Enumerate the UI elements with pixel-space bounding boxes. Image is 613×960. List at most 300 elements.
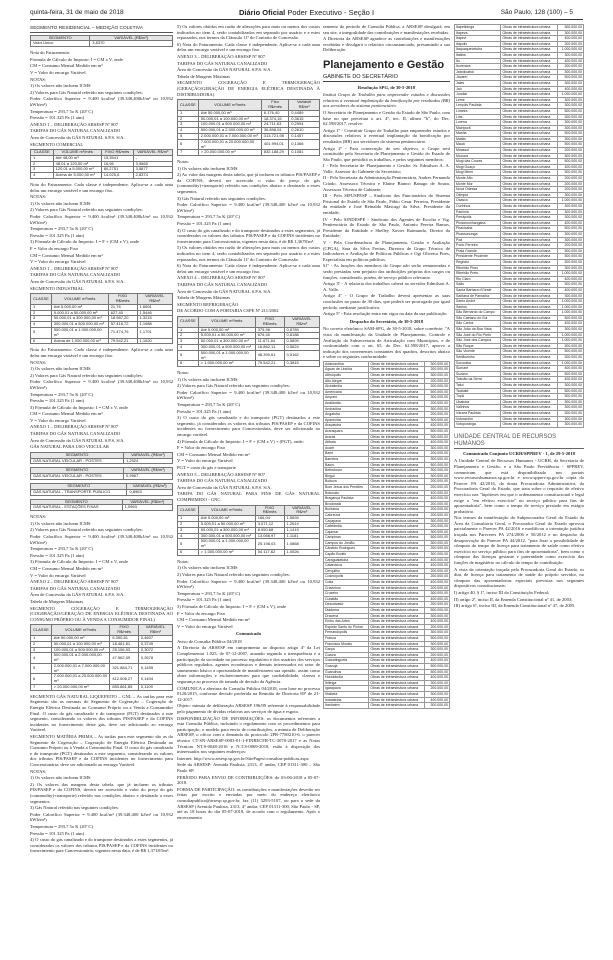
paragraph: Tabela de Margens Máximas (177, 295, 231, 301)
table-cell: Jales (455, 80, 501, 86)
table-cell: Obras de infraestrutura urbana (369, 451, 424, 457)
table-cell: 200.000,00 (424, 652, 449, 658)
paragraph: II - Pela Secretaria da Administração Penitenciária, Andres Fernando Criado, Assessora Técnica e Elaine Bianco Banago de Souza, Assessora Técnica de Gabinete; (323, 175, 450, 192)
table-cell: 0,4607 (138, 635, 172, 641)
table-cell: Obras de infraestrutura urbana (369, 417, 424, 423)
table-cell: Obras de infraestrutura urbana (501, 41, 558, 47)
table-header-row (178, 505, 320, 516)
paragraph: Aviso de Consulta Pública 04/2018 (177, 638, 242, 644)
table-cell: Obras de infraestrutura urbana (501, 108, 558, 114)
table-cell: 300.000,00 (424, 395, 449, 401)
table-cell: 0,3815 (284, 361, 319, 367)
list-row (455, 355, 584, 361)
table-cell: 1,1620 (137, 338, 172, 344)
table-cell: Obras de infraestrutura urbana (369, 596, 424, 602)
notes-block (177, 559, 320, 630)
table-cell: Monte Mor (455, 181, 501, 187)
table-cell: Até 5.000,00 m³ (198, 516, 255, 522)
paragraph: Fórmula de Cálculo do Imposto: I = CM x V, onde (30, 56, 123, 62)
paragraph: SEGMENTO GÁS NATURAL LIQUEFEITO – GNL – As tarifas para este Segmento são as mesmas do Segmento de Cogeração – Cogeração de Energia Elétrica Destinada ao Consumo Próprio ou a Venda a Consumidor Final. O custo do gás canalizado e do transporte (PGT) destinados a este segmento, considerando os valores dos tributos PIS/PASEP e da COFINS incidentes no fornecimento deste gás, deve ser adicionado ao encargo Variável. (30, 693, 173, 733)
list-row (324, 496, 450, 502)
table-cell: 16,96 (101, 161, 133, 167)
paragraph: TARIFAS DO GÁS NATURAL CANALIZADO (30, 431, 121, 437)
table-cell: Cubatão (324, 596, 369, 602)
table-cell: São Vicente (455, 349, 501, 355)
paragraph: Poder Calorífico Superior = 9.400 kcal/m³ (39.348,400 kJ/m³ ou 10,932 kWh/m³) (177, 578, 320, 590)
table-cell: Ribeirão Preto (455, 271, 501, 277)
paragraph: NOTAS: (30, 359, 47, 365)
paragraph: Pressão = 101.325 Pa (1 atm) (177, 597, 232, 603)
table-cell: 0,2994 (289, 122, 320, 128)
paragraph: Poder Calorífico Superior = 9.400 kcal/m³ (39.348,400kJ/m³ ou 10,932 kWh/m³) (30, 379, 173, 390)
paragraph: Sede da ARSESP: Avenida Paulista, 2313, 4º andar, CEP 01311-300 – São Paulo SP. (177, 762, 320, 773)
table-cell: 400.000,00 (558, 276, 584, 282)
paragraph: Área de Concessão da GÁS NATURAL S.P.S. S/A. (177, 67, 272, 73)
tariff-table (177, 316, 320, 367)
table-cell: 400.000,00 (424, 596, 449, 602)
table-cell: Obras de infraestrutura urbana (369, 434, 424, 440)
table-cell: Poá (455, 237, 501, 243)
table-cell: 57.416,72 (108, 322, 137, 328)
table-cell: 300.000,00 (558, 259, 584, 265)
table-cell: 300.000,00 (558, 125, 584, 131)
table-cell: 5 (31, 663, 52, 674)
ucrh-subtitle: Comunicado Conjunto UCRH/SPPREV - 1, de 29-5-2018 (463, 450, 575, 456)
table-cell: Águas de Lindóia (324, 367, 369, 373)
table-cell: Obras de infraestrutura urbana (369, 518, 424, 524)
paragraph: I - Pela Secretaria de Planejamento e Gestão: Sr. Edmilson A. A. Valle, Assessor do Gabinete do Secretário; (323, 163, 450, 174)
list-row (324, 675, 450, 681)
paragraph: 3) Gás Natural referido nas seguintes condições: (177, 195, 267, 201)
table-cell: 4 (31, 173, 54, 179)
table-cell: 500.000,00 (558, 75, 584, 81)
tariff-table (30, 483, 173, 496)
paragraph: Área de Concessão da GÁS NATURAL S.P.S. S/A. (177, 288, 272, 294)
paragraph: 1) Os valores não incluem ICMS (30, 83, 91, 89)
paragraph: TARIFAS DO GÁS NATURAL CANALIZADO (177, 281, 268, 287)
table-cell: 500.000,00 (558, 248, 584, 254)
table-cell: 400.000,00 (558, 58, 584, 64)
table-cell: > 20.000.000,00 m³ (51, 685, 110, 691)
table-cell: Mococa (455, 153, 501, 159)
table-cell: 1.000.000,00 (558, 47, 584, 53)
table-cell: Obras de infraestrutura urbana (501, 187, 558, 193)
paragraph: V = Valor do encargo Variável (177, 458, 233, 464)
table-cell: 0,9567 (124, 474, 173, 480)
table-cell: 1,1419 (284, 527, 319, 533)
table-cell: 200.000,00 (424, 384, 449, 390)
table-cell: Jundiaí (455, 92, 501, 98)
table-cell: 853.861,85 (110, 685, 139, 691)
table-header-row (31, 294, 173, 305)
table-cell: Obras de infraestrutura urbana (369, 697, 424, 703)
paragraph: 1) Os valores não incluem ICMS (177, 376, 238, 382)
paragraph: 3) Fórmula de Cálculo do Imposto: I = F + (CM x V), onde (30, 239, 139, 245)
table-cell: 1.000.000,00 (558, 310, 584, 316)
table-cell: 1,0526 (284, 549, 319, 555)
table-cell: 200.000,00 (558, 181, 584, 187)
table-cell: Sorocaba (455, 360, 501, 366)
table-cell: Obras de infraestrutura urbana (369, 557, 424, 563)
list-row (455, 422, 584, 428)
table-cell: Santo André (455, 299, 501, 305)
data-table (177, 99, 320, 156)
paragraph: Pressão = 101.325 Pa (1 atm) (177, 221, 232, 227)
list-row (324, 624, 450, 630)
table-cell: 300.000,00 (558, 120, 584, 126)
list-row (455, 338, 584, 344)
table-cell: 2,8374 (133, 173, 172, 179)
table-cell: Itapetininga (455, 25, 501, 31)
table-cell: 500.000,00 (424, 669, 449, 675)
table-cell: 79.542,21 (255, 361, 284, 367)
table-cell: 1,3215 (137, 316, 172, 322)
table-cell: Matão (455, 136, 501, 142)
table-cell: Itapevi (455, 36, 501, 42)
list-row (324, 546, 450, 552)
header-date: quinta-feira, 31 de maio de 2018 (30, 9, 124, 16)
paragraph: CM = Consumo Mensal Medido em m³ (30, 252, 103, 258)
paragraph: TARIFAS DO GÁS NATURAL CANALIZADO (30, 585, 121, 591)
table-cell: 24.711,63 (261, 122, 288, 128)
column-header: VARIÁVEL (R$/m³) (124, 468, 173, 474)
table-cell: 300.000,00 (558, 355, 584, 361)
table-cell: Amparo (324, 395, 369, 401)
list-row (324, 641, 450, 647)
table-cell: Descalvado (324, 602, 369, 608)
table-cell: 6 (31, 674, 52, 685)
table-cell: 1,0963 (122, 505, 172, 511)
table-cell: 1,6691 (137, 304, 172, 310)
table-cell: 18.374,15 (261, 116, 288, 122)
table-cell: 500.000,00 (558, 254, 584, 260)
table-cell: Igarapava (324, 686, 369, 692)
list-row (324, 602, 450, 608)
paragraph: CM = Consumo Mensal Medido em m³ (30, 565, 103, 571)
table-cell: Catanduva (324, 563, 369, 569)
table-cell: 300.000,00 (558, 399, 584, 405)
table-cell: Taboão da Serra (455, 377, 501, 383)
table-row (31, 458, 173, 464)
table-cell: 200.000,00 (424, 484, 449, 490)
column-header: VOLUME m³/mês (51, 294, 108, 305)
paragraph: 2) Valores para Gás Natural referido nas seguintes condições: (177, 571, 290, 577)
table-cell: 300.000,00 (558, 170, 584, 176)
table-cell: Mogi das Cruzes (455, 159, 501, 165)
table-cell: 16.862,11 (255, 344, 284, 350)
comunicado-body (177, 639, 320, 820)
paragraph: PGT = custo do gás e transporte (177, 465, 236, 471)
table-cell: 1,2614 (284, 521, 319, 527)
list-row (455, 287, 584, 293)
table-cell: Obras de infraestrutura urbana (369, 490, 424, 496)
table-cell: Obras de infraestrutura urbana (369, 574, 424, 580)
table-cell: Cabreúva (324, 512, 369, 518)
table-cell: Obras de infraestrutura urbana (501, 86, 558, 92)
table-cell: 0,2678 (138, 653, 172, 664)
table-cell: 3 (178, 122, 199, 128)
column-header: VOLUME m³/mês (198, 505, 255, 516)
list-row (455, 410, 584, 416)
table-cell: Araraquara (324, 429, 369, 435)
table-cell: 300.000,00 (424, 417, 449, 423)
paragraph: §1º - As funções dos membros do Grupo não serão remuneradas e serão prestadas sem prejuízo das atribuições próprias dos cargos ou funções, considerado, porém, de serviço público relevante. (323, 263, 450, 280)
column-header: VOLUME m³/mês (198, 100, 261, 111)
column-header: SEGMENTO (31, 468, 124, 474)
paragraph: Temperatura = 293,7 5o K (20º C) (177, 402, 241, 408)
table-cell: Guaíra (324, 652, 369, 658)
table-cell: Boituva (324, 479, 369, 485)
table-cell: Obras de infraestrutura urbana (501, 52, 558, 58)
notes-block (177, 24, 320, 97)
table-cell: 300.000,00 (424, 456, 449, 462)
table-cell: Ituverava (455, 64, 501, 70)
paragraph: IV - Pelo SINDESPE - Sindicato dos Agentes de Escolta e Vig. Penitenciária do Estado de São Paulo, Antonio Pereira Ramos, Presidente da Entidade e Shelley Xavier Raimundo, Diretor da Entidade; (323, 216, 450, 239)
paragraph: Tabela de Margens Máximas (177, 73, 231, 79)
paragraph: PERÍODO PARA ENVIO DE CONTRIBUIÇÕES: de 03-06-2018 a 05-07-2018. (177, 774, 320, 786)
notes-block (323, 24, 450, 53)
column-header: CLASSE (178, 100, 199, 111)
paragraph: V = Valor do encargo Variável (30, 572, 86, 578)
paragraph: 2) Os valores das margens desta tabela, que já incluem os tributos PIS/PASEP e da COFINS, deverá ser acrescido o valor do preço do gás (commodity)+transporte) referido nas condições abaixo e destinado a esses segmentos. (30, 781, 173, 804)
table-cell: 7 (178, 150, 199, 156)
notes-block (30, 514, 173, 622)
table-cell: 0,3749 (138, 641, 172, 647)
paragraph: Área de Concessão da GÁS NATURAL S.P.S. S/A. (177, 484, 272, 490)
table-cell: Obras de infraestrutura urbana (369, 401, 424, 407)
notes-block (30, 182, 173, 291)
table-row (31, 173, 173, 179)
table-cell: 0,8963 (127, 489, 173, 495)
table-cell: 36.898,91 (261, 128, 288, 134)
table-cell: 50.000,01 a 300.000,00 m³ (198, 527, 255, 533)
table-cell: 0,1457 (289, 133, 320, 139)
table-cell: Obras de infraestrutura urbana (501, 416, 558, 422)
table-cell: São João da Boa Vista (455, 327, 501, 333)
table-cell: Cafelândia (324, 524, 369, 530)
tariff-table (30, 499, 173, 512)
data-table (30, 35, 173, 48)
table-cell: Obras de infraestrutura urbana (369, 540, 424, 546)
table-cell: 5.000,01 a 50.000,00 m³ (198, 521, 255, 527)
table-cell: Obras de infraestrutura urbana (369, 429, 424, 435)
table-cell: Francisco Morato (324, 641, 369, 647)
table-cell: 200.000,00 (558, 64, 584, 70)
table-cell: 3 (31, 647, 52, 653)
table-cell: Obras de infraestrutura urbana (501, 120, 558, 126)
paragraph: Poder Calorífico Superior = 9.400 kcal/m³ (39.348,400kJ/m³ ou 10,932 kWh/m³) (30, 96, 173, 107)
paragraph: NOTAS: (30, 768, 47, 774)
table-cell: 200.000,00 (424, 624, 449, 630)
table-cell: 200.000,00 (558, 243, 584, 249)
table-cell: 2 (31, 641, 52, 647)
table-cell: > 1.000.000,00 m³ (198, 361, 255, 367)
table-cell: 300.000,00 (558, 103, 584, 109)
table-header-row (31, 625, 173, 636)
table-cell: Obras de infraestrutura urbana (501, 321, 558, 327)
table-cell: Obras de infraestrutura urbana (369, 507, 424, 513)
table-cell: Obras de infraestrutura urbana (501, 265, 558, 271)
table-cell: 300.000,00 (424, 529, 449, 535)
table-cell: 200.000,00 (424, 512, 449, 518)
paragraph: SEGMENTO MATÉRIA PRIMA – As tarifas para este segmento são as do Segmento de Cogeração – Cogeração de Energia Elétrica Destinada ao Consumo Próprio ou à Venda a Consumidor Final. O custo do gás canalizado e do transporte (PGT) destinados a este segmento, considerando os valores dos tributos PIS/PASEP e da COFINS incidentes no fornecimento para Concessionária, deve ser adicionado ao encargo Variável. (30, 734, 173, 767)
table-cell: Obras de infraestrutura urbana (501, 243, 558, 249)
paragraph: 3) Fórmula de Cálculo do Imposto: I = CM x V, onde (30, 559, 128, 565)
paragraph: Poder Calorífico Superior = 9.400 kcal/m³ (39.348,400 kJ/m³ ou 10,932 kWh/m³) (30, 811, 173, 823)
table-cell: 300.000,00 (424, 434, 449, 440)
paragraph: CM = Consumo Mensal Medido em m³ (177, 617, 250, 623)
paragraph: F = Valor do encargo Fixo (177, 445, 226, 451)
table-cell: 300.000,00 (424, 468, 449, 474)
paragraph: Artigo 3º - A relatoria dos trabalhos caberá ao servidor Edmilson A. A. Valle. (323, 281, 450, 292)
table-cell: Obras de infraestrutura urbana (501, 148, 558, 154)
table-cell: 3,9665 (133, 161, 172, 167)
paragraph: III - Pelo SIFUSPESP – Sindicato dos Funcionários do Sistema Prisional do Estado de São Paulo, Fábio Cesar Ferreira, Presidente da entidade e José Reinaldo Mascagi da Silva, Presidente da entidade; (323, 193, 450, 216)
table-cell: 0,1495 (138, 663, 172, 674)
table-cell: 120,01 a 5.000,00 m³ (53, 167, 101, 173)
table-cell: 300.000,00 (558, 383, 584, 389)
table-cell: 500.000,00 (424, 535, 449, 541)
table-row (31, 653, 173, 664)
table-cell: 300.000,00 (558, 97, 584, 103)
table-cell: 500.000,00 (558, 142, 584, 148)
table-cell: Dracena (324, 613, 369, 619)
table-row (31, 505, 173, 511)
table-cell: 0,1109 (138, 685, 172, 691)
table-cell: Até 5.000,00 m³ (198, 327, 255, 333)
table-cell: Diadema (324, 608, 369, 614)
paragraph: V = Valor do encargo Variável (177, 623, 233, 629)
table-cell: Espírito Santo do Pinhal (324, 624, 369, 630)
paragraph: Pressão = 101.325 Pa (1 atm) (177, 408, 232, 414)
table-cell: 200.000,00 (424, 378, 449, 384)
table-cell: Obras de infraestrutura urbana (369, 373, 424, 379)
table-cell: 2 (31, 310, 52, 316)
table-cell: Obras de infraestrutura urbana (501, 299, 558, 305)
table-cell: Obras de infraestrutura urbana (369, 568, 424, 574)
paragraph: Poder Calorífico Superior = 9.400 kcal/m³ (39.348,400kJ/m³ ou 10,932 kWh/m³) (30, 534, 173, 545)
table-cell: Obras de infraestrutura urbana (369, 496, 424, 502)
paragraph: TARIFAS DO GÁS NATURAL CANALIZADO (30, 272, 121, 278)
table-cell: Angatuba (324, 412, 369, 418)
table-cell: Obras de infraestrutura urbana (369, 524, 424, 530)
table-cell: Obras de infraestrutura urbana (369, 378, 424, 384)
table-cell: 400.000,00 (424, 557, 449, 563)
table-cell: 300.000,00 (558, 394, 584, 400)
resolution-body (323, 110, 450, 317)
list-row (455, 332, 584, 338)
table-cell: Fernandópolis (324, 630, 369, 636)
table-cell: Obras de infraestrutura urbana (501, 248, 558, 254)
column-header: CLASSE (31, 625, 52, 636)
paragraph: Notas: (177, 370, 189, 376)
paragraph: Área de Concessão da GÁS NATURAL S.P.S. S/A. (30, 437, 125, 443)
table-cell: Jaboticabal (455, 69, 501, 75)
table-cell: 200.000,00 (424, 602, 449, 608)
table-cell: 1 (178, 110, 199, 116)
column-header: CLASSE (178, 505, 199, 516)
table-cell: 300.000,00 (558, 153, 584, 159)
table-cell: Caraguatatuba (324, 557, 369, 563)
paragraph: ANEXO 4 – DELIBERAÇÃO ARSESP Nº 807 (177, 275, 266, 281)
table-cell: 400.000,00 (558, 36, 584, 42)
table-cell: Obras de infraestrutura urbana (369, 641, 424, 647)
table-cell: > 20.000.000,00 m³ (198, 150, 261, 156)
list-row (455, 349, 584, 355)
table-cell: 1,5694 (284, 516, 319, 522)
table-cell: 7.000.000,01 a 20.000.000,00 m³ (198, 139, 261, 150)
paragraph: Nota do Faturamento: Cada classe é independente. Aplica-se a cada uma delas um encargo variável e um encargo fixo. (30, 347, 173, 358)
table-cell: Itapeva (455, 30, 501, 36)
table-cell: Obras de infraestrutura urbana (501, 80, 558, 86)
list-row (324, 552, 450, 558)
table-cell: Votorantim (455, 416, 501, 422)
table-cell: 1 (178, 516, 199, 522)
table-cell: 25.198,03 (255, 539, 284, 550)
table-cell: Guarujá (324, 663, 369, 669)
list-row (324, 484, 450, 490)
list-row (455, 310, 584, 316)
table-cell: 0,5624 (284, 344, 319, 350)
table-cell: 0,8789 (284, 327, 319, 333)
table-cell: 0,5899 (284, 339, 319, 345)
paragraph: 4) O custo do gás canalizado e do transporte destinados a estes segmentos, já considerados os valores dos tributos PIS/PASEP e da COFINS incidentes no fornecimento para Concessionária, vigentes nesta data, é de R$ 1,3678/m³. (177, 227, 320, 244)
table-cell: Obras de infraestrutura urbana (501, 136, 558, 142)
table-cell: Obras de infraestrutura urbana (501, 338, 558, 344)
table-cell: Tatuí (455, 383, 501, 389)
table-cell: 200.000,00 (424, 501, 449, 507)
paragraph: FORMA DE PARTICIPAÇÃO: as contribuições e manifestações deverão ser feitas por escrito e enviadas por meio do endereço eletrônico consultapublica@arsesp.sp.gov.br, fax (11) 3293-5107, ou para a sede da ARSESP (Avenida Paulista, 2313, 4º andar, CEP 01311-300, São Paulo - SP, até as 18 horas do dia 05-07-2018, de acordo com o regulamento. Após o encerramento (177, 786, 320, 820)
table-cell: 0,1368 (289, 139, 320, 150)
table-cell: 1,5446 (137, 310, 172, 316)
table-cell: 2.000.000,01 a 7.000.000,00 m³ (198, 133, 261, 139)
table-cell: Obras de infraestrutura urbana (501, 282, 558, 288)
table-cell: Obras de infraestrutura urbana (369, 479, 424, 485)
list-row (455, 299, 584, 305)
table-cell: Alto Alegre (324, 378, 369, 384)
paragraph: V = Valor do encargo Variável (30, 417, 86, 423)
table-cell: Indaiatuba (324, 697, 369, 703)
table-cell: Obras de infraestrutura urbana (501, 64, 558, 70)
table-cell: 54.117,62 (255, 549, 284, 555)
table-cell: Obras de infraestrutura urbana (501, 410, 558, 416)
table-cell: Obras de infraestrutura urbana (501, 131, 558, 137)
table-cell: 500.000,00 (558, 226, 584, 232)
table-cell: Obras de infraestrutura urbana (501, 377, 558, 383)
table-cell: Porto Ferreira (455, 243, 501, 249)
paragraph: Temperatura = 293,7 5o K (20º C) (30, 226, 94, 232)
table-cell: Bebedouro (324, 468, 369, 474)
table-cell: Valinhos (455, 405, 501, 411)
table-cell: Marília (455, 131, 501, 137)
table-cell: 6 (178, 361, 199, 367)
table-cell: Sertãozinho (455, 355, 501, 361)
table-cell: Obras de infraestrutura urbana (501, 204, 558, 210)
table-cell: 300.000,00 (558, 192, 584, 198)
paragraph: ramento do período de Consulta Pública, a ARSESP divulgará, em seu site, a integralidade das contribuições e manifestações recebidas. (323, 24, 450, 35)
table-cell: 400.000,00 (558, 220, 584, 226)
column-header: SEGMENTO (31, 452, 124, 458)
tariff-table (30, 293, 173, 344)
paragraph: Temperatura = 293,7 5o K (20º C) (30, 108, 94, 114)
table-cell: Limeira (455, 108, 501, 114)
table-cell: Santa Bárbara d'Oeste (455, 287, 501, 293)
table-cell: 400.000,00 (558, 164, 584, 170)
paragraph: A Diretoria da ARSESP em cumprimento ao disposto artigo 4º da Lei Complementar 1.025, de 07-12-2007, atuando segundo a transparência e a participação da sociedade no processo regulatório e dos usuários dos serviços públicos regulados, agentes econômicos e demais interessados no setor de saneamento básico a oportunidade de manifestarem sua opinião, assim como obter informações e esclarecimentos para que confiabilidade, clareza e segurança ao processo de tomada de decisão da Agência. (177, 645, 320, 685)
paragraph: Nota do Faturamento: (30, 50, 71, 56)
table-cell: Rio Claro (455, 276, 501, 282)
column-header: VARIÁVEL R$/m³ (133, 150, 172, 156)
